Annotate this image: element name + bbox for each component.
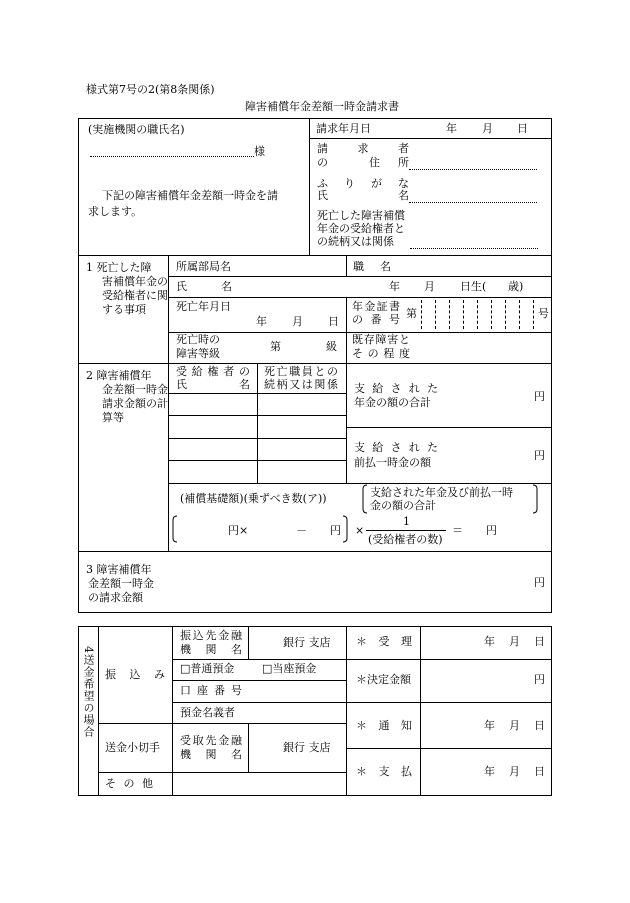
transfer-label: 振込み [105, 668, 165, 681]
section3-yen: 円 [534, 576, 545, 589]
payment-month: 月 [509, 765, 520, 778]
grade-line1: 死亡時の [176, 333, 220, 346]
formula-bracket-right [532, 485, 538, 513]
decided-label: ＊決定金額 [356, 673, 411, 686]
formula-result-yen: 円 [486, 524, 497, 537]
grade-line2: 障害等級 [176, 347, 220, 360]
post-label: 職名 [353, 260, 391, 273]
recipient-line1: 受給権者の [176, 365, 250, 378]
section1-title-line2: 害補償年金の [102, 275, 168, 288]
request-month: 月 [482, 122, 493, 135]
address-label: 住所 [369, 156, 409, 169]
notice-month: 月 [509, 719, 520, 732]
pension-dai: 第 [406, 307, 417, 320]
section1-title-line3: 受給権者に関 [102, 289, 168, 302]
formula-yen-times: 円× [228, 524, 249, 537]
received-day: 日 [534, 635, 545, 648]
form-number: 様式第7号の2(第8条関係) [86, 83, 215, 96]
section3-title-line3: の請求金額 [88, 591, 143, 604]
receive-bank-line2: 機関名 [180, 748, 242, 761]
existing-line1: 既存障害と [352, 333, 410, 346]
notice-year: 年 [484, 719, 495, 732]
pension-cert-line1: 年金証書 [352, 300, 400, 313]
received-label: ＊受理 [356, 635, 412, 648]
formula-bracket-right2 [342, 516, 348, 542]
formula-times: × [355, 524, 365, 537]
payment-label: ＊支払 [356, 765, 412, 778]
account-no-label: 口座番号 [180, 684, 242, 697]
money-order-label: 送金小切手 [105, 741, 160, 754]
paid-lump-yen: 円 [534, 449, 545, 462]
formula-one: 1 [403, 515, 410, 528]
receive-bank-branch: 銀行 支店 [283, 741, 331, 754]
paid-lump-line1: 支給された [354, 441, 438, 454]
claimant-label: 請求者 [317, 142, 409, 155]
birth-day-suffix: 日生( [460, 280, 487, 293]
death-year: 年 [256, 315, 267, 328]
claimant-name-field[interactable] [409, 202, 537, 203]
request-day: 日 [517, 122, 528, 135]
bank-line2: 機関名 [180, 643, 242, 656]
death-day: 日 [328, 315, 339, 328]
receive-bank-line1: 受取先金融 [180, 734, 242, 747]
received-month: 月 [509, 635, 520, 648]
account-name-label: 預金名義者 [180, 706, 235, 719]
grade-kyu: 級 [326, 340, 337, 353]
agency-name-field[interactable] [90, 156, 254, 157]
formula-bracket-left [362, 485, 368, 513]
section4-side-label: 4送金希望の場合 [82, 646, 95, 738]
section1-title-line1: 1 死亡した障 [86, 261, 152, 274]
death-month: 月 [292, 315, 303, 328]
grade-dai: 第 [270, 340, 281, 353]
request-text-line2: 求します。 [88, 205, 143, 218]
other-label: その他 [105, 777, 153, 790]
paid-pension-yen: 円 [534, 390, 545, 403]
relation-line2: 年金の受給権者と [317, 222, 405, 235]
formula-left-label: (補償基礎額)(乗ずべき数(ア)) [180, 492, 327, 505]
formula-right-line1: 支給された年金及び前払一時 [370, 486, 513, 499]
relation-field[interactable] [410, 248, 538, 249]
formula-bracket-left2 [172, 516, 178, 542]
section2-title-line3: 請求金額の計 [102, 397, 168, 410]
pension-gou: 号 [538, 307, 549, 320]
paid-lump-line2: 前払一時金の額 [354, 456, 431, 469]
bank-branch: 銀行 支店 [283, 636, 331, 649]
section2-title-line2: 金差額一時金 [102, 383, 168, 396]
section2-title-line4: 算等 [102, 411, 124, 424]
formula-minus: － [296, 524, 307, 537]
section2-title-line1: 2 障害補償年 [86, 369, 152, 382]
section1-title-line4: する事項 [102, 303, 146, 316]
request-date-label: 請求年月日 [316, 122, 371, 135]
bank-line1: 振込先金融 [180, 629, 242, 642]
name-label: 氏名 [176, 280, 232, 293]
request-text-line1: 下記の障害補償年金差額一時金を請 [102, 189, 278, 202]
claimant-name-label: 氏名 [317, 189, 409, 202]
payment-day: 日 [534, 765, 545, 778]
notice-label: ＊通知 [356, 719, 412, 732]
furigana-label: ふりがな [317, 177, 409, 190]
agency-label: (実施機関の職氏名) [88, 123, 185, 136]
payment-year: 年 [484, 765, 495, 778]
pension-cert-line2: の番号 [352, 313, 400, 326]
address-field[interactable] [409, 169, 537, 170]
section3-title-line2: 金差額一時金 [88, 577, 154, 590]
relation-line3: の続柄又は関係 [317, 235, 394, 248]
savings-checkbox[interactable]: □普通預金 [180, 662, 235, 675]
birth-year: 年 [389, 280, 400, 293]
claimant-no: の [317, 156, 328, 169]
dept-label: 所属部局名 [176, 260, 231, 273]
sama-honorific: 様 [254, 145, 265, 158]
notice-day: 日 [534, 719, 545, 732]
death-date-label: 死亡年月日 [176, 300, 231, 313]
formula-equals: ＝ [452, 524, 463, 537]
age-suffix: 歳) [508, 280, 524, 293]
birth-month: 月 [424, 280, 435, 293]
relation-line1: 死亡した障害補償 [317, 209, 405, 222]
form-title: 障害補償年金差額一時金請求書 [245, 100, 399, 113]
checking-checkbox[interactable]: □当座預金 [262, 662, 317, 675]
relation-dead-line2: 続柄又は関係 [264, 378, 338, 391]
received-year: 年 [484, 635, 495, 648]
recipient-line2: 氏名 [176, 378, 250, 391]
formula-yen: 円 [330, 524, 341, 537]
formula-denominator: (受給権者の数) [368, 533, 443, 546]
formula-right-line2: 金の額の合計 [370, 499, 436, 512]
existing-line2: その程度 [352, 347, 410, 360]
decided-yen: 円 [534, 673, 545, 686]
section3-title-line1: 3 障害補償年 [86, 563, 152, 576]
request-year: 年 [446, 122, 457, 135]
paid-pension-line2: 年金の額の合計 [354, 396, 431, 409]
paid-pension-line1: 支給された [354, 382, 438, 395]
relation-dead-line1: 死亡職員との [264, 365, 338, 378]
